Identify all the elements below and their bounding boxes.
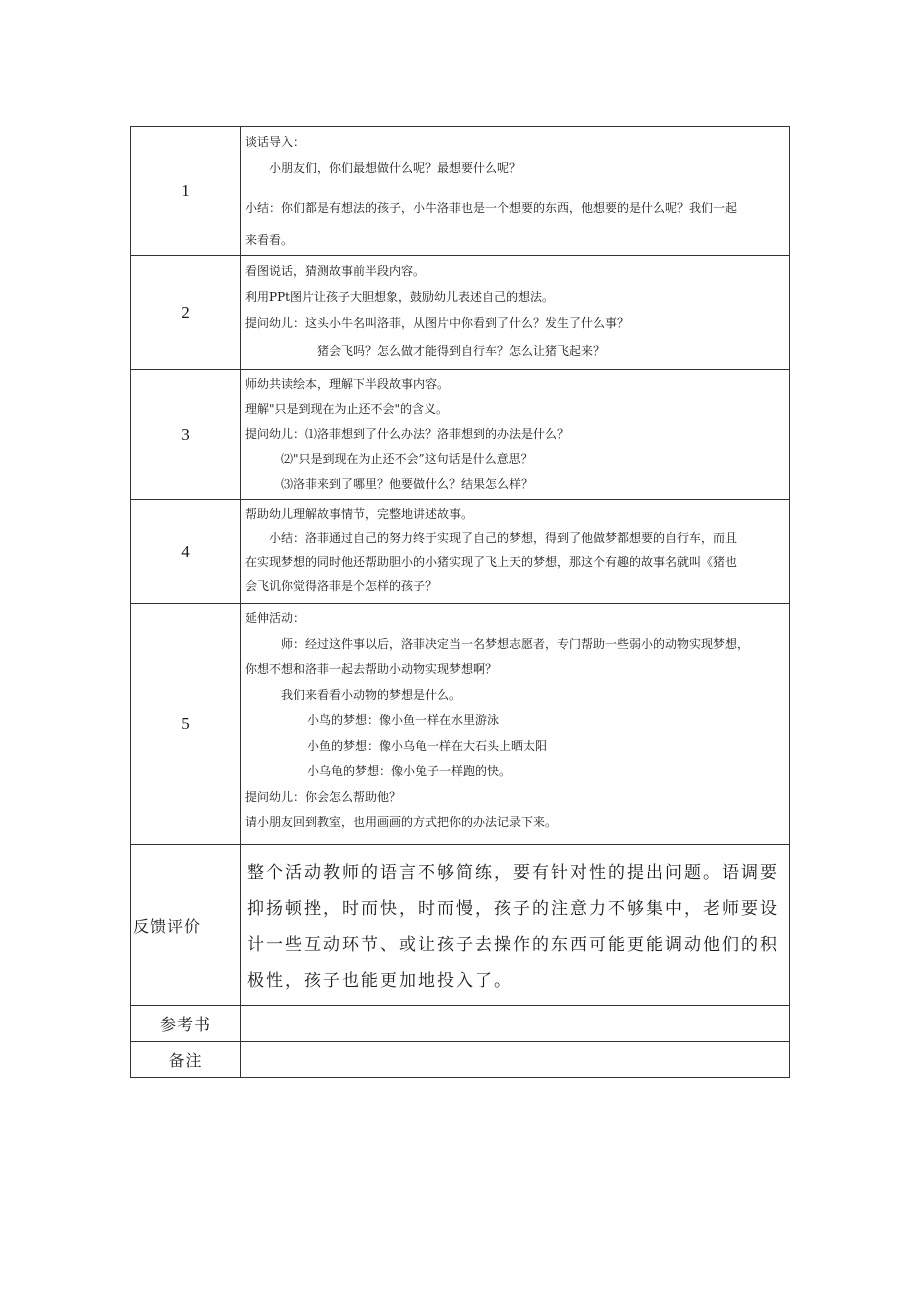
content-line: 小朋友们，你们最想做什么呢？最想要什么呢？ xyxy=(269,161,522,175)
content-line: 来看看。 xyxy=(245,233,294,247)
step-content xyxy=(241,370,790,500)
step-row-2 xyxy=(131,256,790,370)
content-line: 小鸟的梦想：像小鱼一样在水里游泳 xyxy=(307,713,500,727)
step-content xyxy=(241,500,790,604)
content-line: 提问幼儿：这头小牛名叫洛菲，从图片中你看到了什么？发生了什么事？ xyxy=(245,316,630,330)
content-line: 在实现梦想的同时他还帮助胆小的小猪实现了飞上天的梦想，那这个有趣的故事名就叫《猪也 xyxy=(245,555,738,569)
feedback-label: 反馈评价 xyxy=(131,845,241,1006)
reference-row xyxy=(131,1006,790,1042)
content-line: 提问幼儿：你会怎么帮助他？ xyxy=(245,789,402,804)
content-line: 看图说话，猜测故事前半段内容。 xyxy=(245,264,426,278)
step-number: 5 xyxy=(131,604,241,845)
remarks-label: 备注 xyxy=(131,1042,241,1078)
reference-label: 参考书 xyxy=(131,1006,241,1042)
reference-value xyxy=(241,1006,790,1042)
step-row-3 xyxy=(131,370,790,500)
content-line: 小结：洛菲通过自己的努力终于实现了自己的梦想，得到了他做梦都想要的自行车，而且 xyxy=(269,531,738,545)
content-line: 我们来看看小动物的梦想是什么。 xyxy=(281,687,462,702)
feedback-text: 整个活动教师的语言不够简练，要有针对性的提出问题。语调要抑扬顿挫，时而快，时而慢，孩子的注意力不够集中，老师要设计一些互动环节、或让孩子去操作的东西可能更能调动他们的积极性，孩子也能更加地投入了。 xyxy=(241,845,790,1006)
lesson-plan-table xyxy=(130,126,790,1078)
content-line: 帮助幼儿理解故事情节，完整地讲述故事。 xyxy=(245,507,474,521)
step-content xyxy=(241,604,790,845)
content-line: 提问幼儿：⑴洛菲想到了什么办法？洛菲想到的办法是什么？ xyxy=(245,427,570,441)
content-line: 谈话导入： xyxy=(245,135,306,149)
step-number: 1 xyxy=(131,127,241,256)
remarks-value xyxy=(241,1042,790,1078)
step-number: 4 xyxy=(131,500,241,604)
content-line: 师：经过这件事以后，洛菲决定当一名梦想志愿者，专门帮助一些弱小的动物实现梦想， xyxy=(281,636,750,651)
content-line: ⑵"只是到现在为止还不会”这句话是什么意思？ xyxy=(281,452,533,466)
step-row-5 xyxy=(131,604,790,845)
step-row-1 xyxy=(131,127,790,256)
remarks-row xyxy=(131,1042,790,1078)
content-line: 利用PPt图片让孩子大胆想象，鼓励幼儿表述自己的想法。 xyxy=(245,290,554,304)
step-number: 3 xyxy=(131,370,241,500)
content-line: 会飞讥你觉得洛菲是个怎样的孩子？ xyxy=(245,579,438,593)
content-line: 你想不想和洛菲一起去帮助小动物实现梦想啊？ xyxy=(245,662,498,676)
step-row-4 xyxy=(131,500,790,604)
content-line: 请小朋友回到教室，也用画画的方式把你的办法记录下来。 xyxy=(245,815,558,829)
content-line: 小结：你们都是有想法的孩子，小牛洛菲也是一个想要的东西，他想要的是什么呢？我们一起 xyxy=(245,201,738,215)
step-number: 2 xyxy=(131,256,241,370)
content-line: 延伸活动： xyxy=(245,611,306,625)
content-line: 小鱼的梦想：像小乌龟一样在大石头上晒太阳 xyxy=(307,738,548,753)
step-content xyxy=(241,127,790,256)
content-line: 师幼共读绘本，理解下半段故事内容。 xyxy=(245,377,450,391)
step-content xyxy=(241,256,790,370)
content-line: ⑶洛菲来到了哪里？他要做什么？结果怎么样？ xyxy=(281,477,534,491)
content-line: 理解"只是到现在为止还不会"的含义。 xyxy=(245,402,449,416)
content-line: 小乌龟的梦想：像小兔子一样跑的快。 xyxy=(307,764,512,778)
feedback-row xyxy=(131,845,790,1006)
content-line: 猪会飞吗？怎么做才能得到自行车？怎么让猪飞起来？ xyxy=(317,344,606,358)
